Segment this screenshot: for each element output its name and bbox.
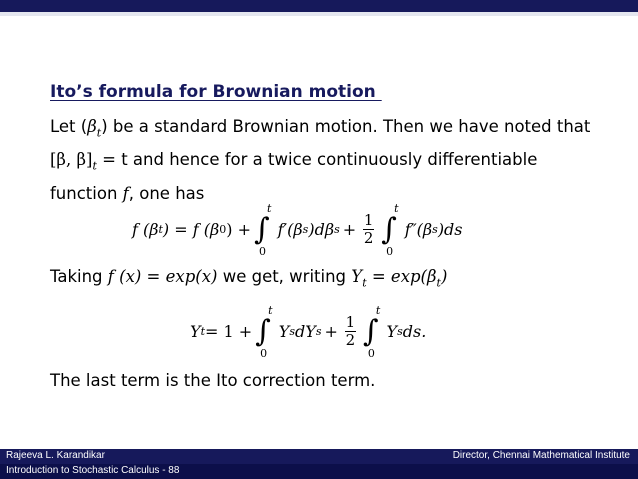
slide-footer bbox=[0, 449, 638, 479]
footer-course: Introduction to Stochastic Calculus - 88 bbox=[6, 465, 180, 476]
integral-sign: ∫ t 0 bbox=[255, 303, 273, 360]
integral-sign: ∫ t 0 bbox=[253, 201, 272, 258]
footer-bottom-bar bbox=[0, 464, 638, 479]
slide-title: Ito’s formula for Brownian motion bbox=[50, 82, 382, 102]
footer-affiliation: Director, Chennai Mathematical Institute bbox=[452, 450, 630, 461]
integral-sign: ∫ t 0 bbox=[362, 303, 381, 360]
ito-formula-equation: f (β t ) = f (β 0 ) + ∫ t 0 f′(β s )dβ s + $\frac{1}{2}$ ∫ t 0 f″(β s )ds bbox=[132, 201, 463, 258]
footer-top-bar bbox=[0, 449, 638, 464]
closing-paragraph: The last term is the Ito correction term. bbox=[50, 371, 376, 390]
one-half-fraction: $\frac{1}{2}$ bbox=[363, 211, 374, 247]
taking-paragraph: Taking f (x) = exp(x) we get, writing $Y_t = \exp(\beta_t)$ bbox=[50, 267, 448, 290]
one-half-fraction: $\frac{1}{2}$ bbox=[345, 313, 356, 349]
exp-equation: Y t = 1 + ∫ t 0 Y s dY s + $\frac{1}{2}$ ∫ t 0 Y s ds. bbox=[190, 303, 427, 360]
intro-paragraph: Let $(\beta_t)$ be a standard Brownian motion. Then we have noted that [β, $\beta]_t = t$ and hence for a twice continuously differentiable function f, one has bbox=[50, 117, 591, 203]
footer-author: Rajeeva L. Karandikar bbox=[6, 450, 105, 461]
header-divider bbox=[0, 12, 638, 16]
header-bar bbox=[0, 0, 638, 12]
integral-sign: ∫ t 0 bbox=[381, 201, 399, 258]
